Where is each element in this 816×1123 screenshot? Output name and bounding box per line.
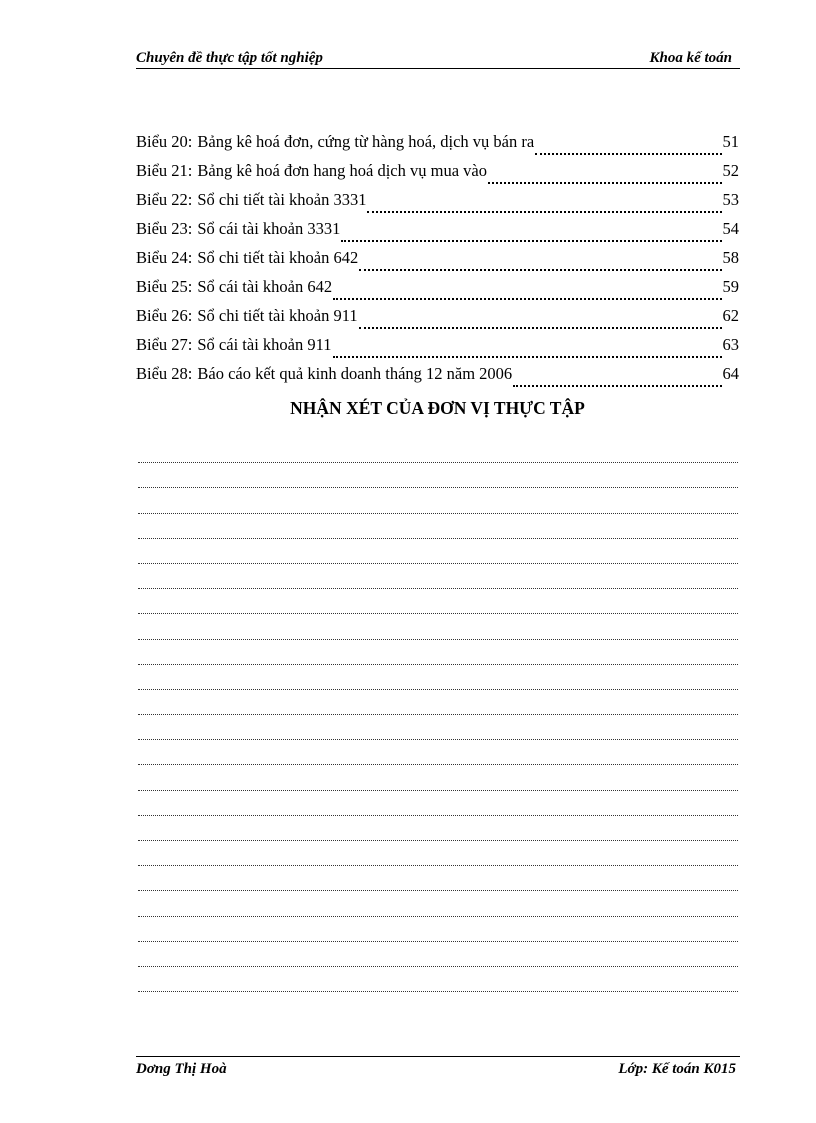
writing-line <box>138 514 738 539</box>
toc-entry-title: Bảng kê hoá đơn, cứng từ hàng hoá, dịch vụ bán ra <box>197 132 535 151</box>
toc-entry-page: 63 <box>722 335 739 354</box>
writing-line <box>138 438 738 463</box>
writing-line <box>138 841 738 866</box>
toc-entry <box>136 132 739 161</box>
header-title: Chuyên đề thực tập tốt nghiệp <box>136 50 323 66</box>
toc-entry-title: Sổ cái tài khoản 3331 <box>197 219 341 238</box>
writing-line <box>138 765 738 790</box>
toc-entry-page: 51 <box>722 132 739 151</box>
header-department: Khoa kế toán <box>649 50 732 66</box>
toc-entry-page: 59 <box>722 277 739 296</box>
page-footer <box>136 1056 740 1075</box>
toc-entry <box>136 248 739 277</box>
writing-line <box>138 539 738 564</box>
dot-leader <box>341 240 721 242</box>
toc-entry <box>136 306 739 335</box>
toc-entry-label: Biểu 28: <box>136 364 193 383</box>
writing-line <box>138 614 738 639</box>
writing-line <box>138 791 738 816</box>
writing-line <box>138 640 738 665</box>
toc-entry-title: Sổ cái tài khoản 911 <box>197 335 332 354</box>
writing-line <box>138 967 738 992</box>
toc-entry-page: 53 <box>722 190 739 209</box>
writing-line <box>138 564 738 589</box>
writing-line <box>138 488 738 513</box>
table-of-figures <box>136 132 739 393</box>
writing-line <box>138 891 738 916</box>
toc-entry-label: Biểu 27: <box>136 335 193 354</box>
toc-entry <box>136 161 739 190</box>
footer-class: Lớp: Kế toán K015 <box>618 1061 736 1077</box>
writing-line <box>138 715 738 740</box>
writing-line <box>138 589 738 614</box>
toc-entry-title: Sổ chi tiết tài khoản 911 <box>197 306 358 325</box>
toc-entry-page: 54 <box>722 219 739 238</box>
toc-entry-title: Sổ cái tài khoản 642 <box>197 277 333 296</box>
toc-entry-title: Sổ chi tiết tài khoản 642 <box>197 248 359 267</box>
toc-entry-page: 64 <box>722 364 739 383</box>
toc-entry-label: Biểu 24: <box>136 248 193 267</box>
footer-author: Dơng Thị Hoà <box>136 1061 227 1077</box>
dot-leader <box>359 327 722 329</box>
dot-leader <box>513 385 721 387</box>
toc-entry <box>136 277 739 306</box>
toc-entry-title: Bảng kê hoá đơn hang hoá dịch vụ mua vào <box>197 161 487 180</box>
writing-line <box>138 690 738 715</box>
dot-leader <box>367 211 721 213</box>
dot-leader <box>333 356 722 358</box>
writing-line <box>138 665 738 690</box>
toc-entry-page: 62 <box>722 306 739 325</box>
writing-line <box>138 740 738 765</box>
dot-leader <box>333 298 721 300</box>
page-header <box>136 50 740 69</box>
toc-entry-page: 58 <box>722 248 739 267</box>
writing-line <box>138 463 738 488</box>
dot-leader <box>359 269 721 271</box>
toc-entry-title: Sổ chi tiết tài khoản 3331 <box>197 190 367 209</box>
writing-line <box>138 917 738 942</box>
toc-entry-title: Báo cáo kết quả kinh doanh tháng 12 năm 2006 <box>197 364 513 383</box>
toc-entry-label: Biểu 26: <box>136 306 193 325</box>
toc-entry-label: Biểu 23: <box>136 219 193 238</box>
dot-leader <box>488 182 722 184</box>
toc-entry <box>136 219 739 248</box>
dot-leader <box>535 153 721 155</box>
toc-entry <box>136 364 739 393</box>
toc-entry-label: Biểu 20: <box>136 132 193 151</box>
toc-entry-label: Biểu 22: <box>136 190 193 209</box>
writing-line <box>138 866 738 891</box>
writing-line <box>138 942 738 967</box>
toc-entry-label: Biểu 21: <box>136 161 193 180</box>
toc-entry-page: 52 <box>722 161 739 180</box>
toc-entry-label: Biểu 25: <box>136 277 193 296</box>
toc-entry <box>136 335 739 364</box>
writing-line <box>138 816 738 841</box>
section-title: NHẬN XÉT CỦA ĐƠN VỊ THỰC TẬP <box>290 398 585 418</box>
toc-entry <box>136 190 739 219</box>
comment-writing-lines <box>138 438 738 992</box>
